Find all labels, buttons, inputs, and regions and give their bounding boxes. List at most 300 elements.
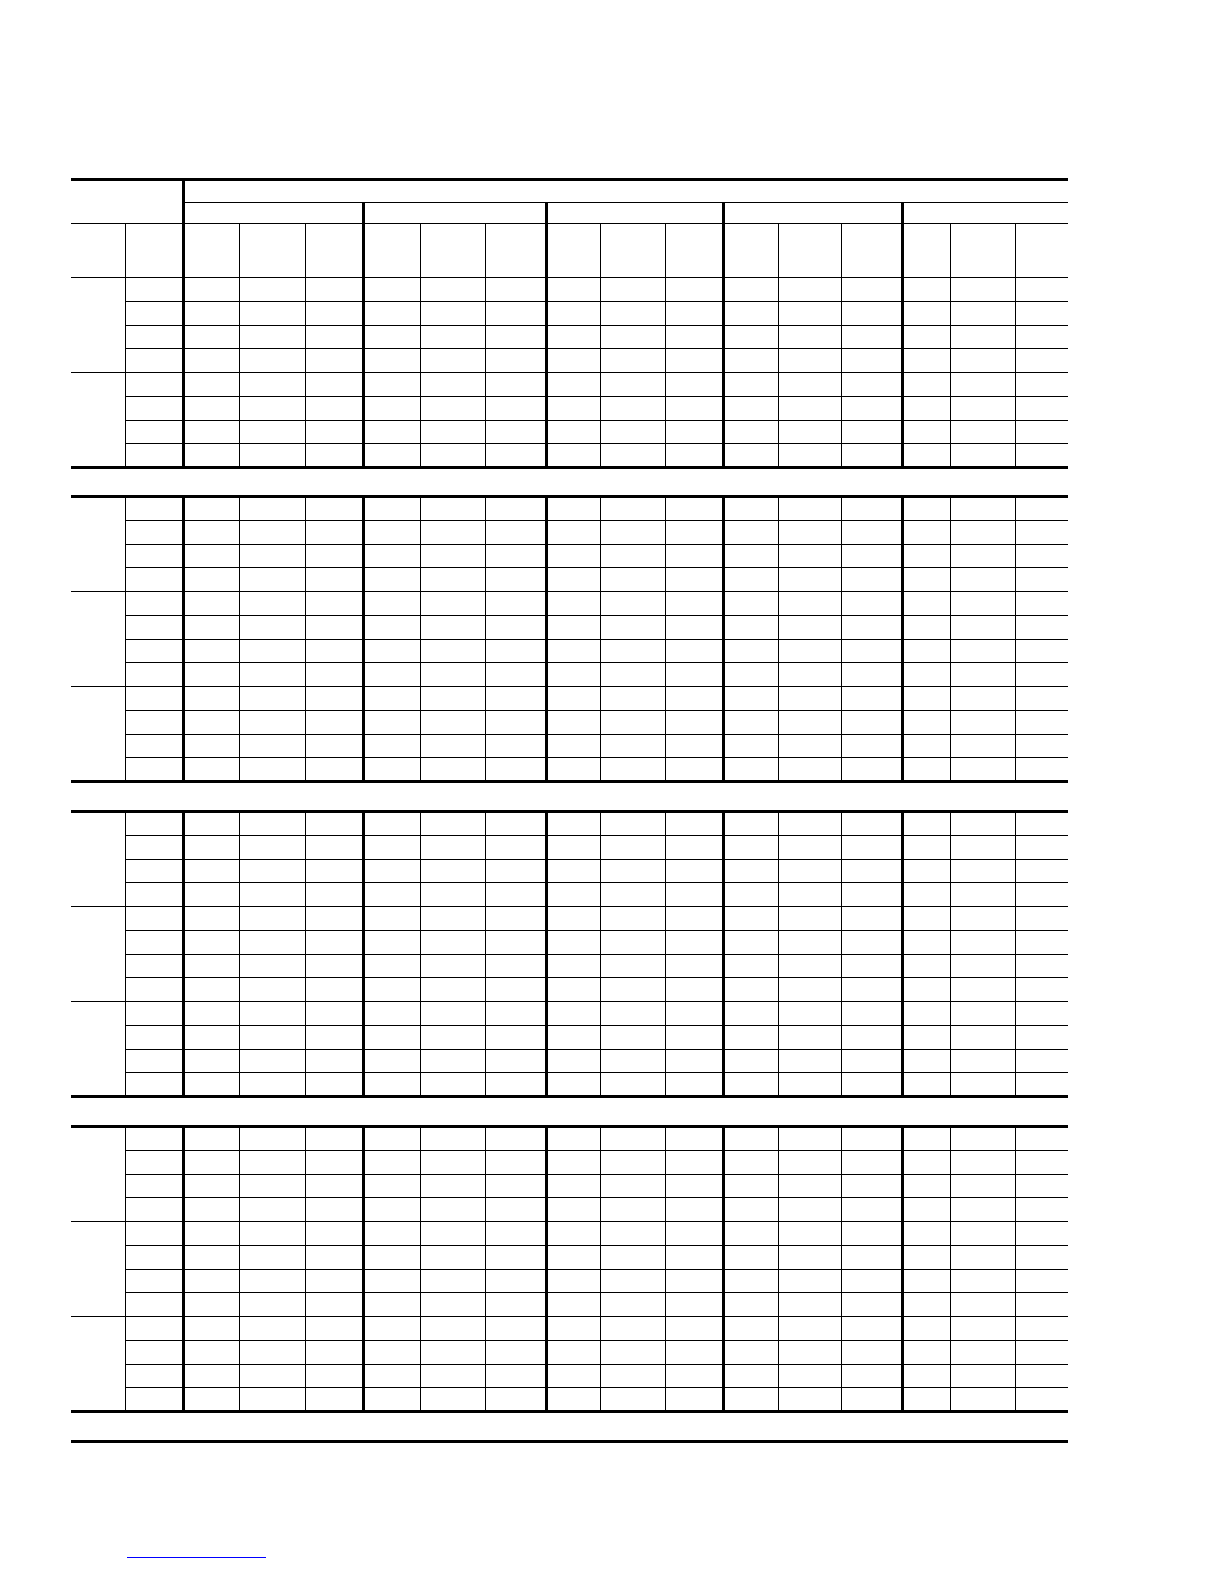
table-cell (902, 567, 950, 591)
table-cell (363, 757, 420, 781)
row-label-cell (125, 567, 183, 591)
table-cell (485, 277, 546, 301)
table-cell (778, 420, 841, 444)
table-cell (841, 520, 902, 544)
table-cell (363, 1269, 420, 1293)
table-cell (600, 930, 665, 954)
table-cell (239, 496, 305, 520)
table-cell (950, 1316, 1015, 1340)
table-cell (183, 1292, 239, 1316)
table-cell (665, 1292, 723, 1316)
table-cell (841, 277, 902, 301)
table-cell (723, 1292, 778, 1316)
table-cell (1015, 686, 1068, 710)
table-cell (420, 396, 485, 420)
table-cell (841, 639, 902, 663)
table-cell (420, 710, 485, 734)
table-cell (778, 1126, 841, 1150)
table-cell (902, 520, 950, 544)
table-cell (1015, 1364, 1068, 1388)
table-cell (950, 662, 1015, 686)
row-label-cell (125, 1072, 183, 1096)
table-cell (239, 520, 305, 544)
table-cell (363, 930, 420, 954)
column-header-cell (420, 223, 485, 277)
table-cell (723, 930, 778, 954)
table-cell (841, 1340, 902, 1364)
table-cell (239, 420, 305, 444)
table-cell (665, 1364, 723, 1388)
table-cell (546, 420, 600, 444)
table-cell (420, 1150, 485, 1174)
table-cell (778, 567, 841, 591)
table-cell (723, 1150, 778, 1174)
table-cell (420, 686, 485, 710)
row-label-cell (125, 1340, 183, 1364)
column-header-cell (546, 223, 600, 277)
thick-vertical-rule (545, 202, 548, 467)
horizontal-rule (71, 1316, 1068, 1317)
table-cell (546, 859, 600, 883)
table-cell (950, 954, 1015, 978)
table-cell (665, 1174, 723, 1198)
table-cell (546, 686, 600, 710)
table-cell (665, 1221, 723, 1245)
table-cell (600, 811, 665, 835)
table-cell (363, 977, 420, 1001)
table-cell (546, 1072, 600, 1096)
table-cell (420, 639, 485, 663)
row-group-label-cell (71, 1126, 125, 1221)
table-cell (305, 591, 363, 615)
table-cell (778, 544, 841, 568)
table-cell (723, 301, 778, 325)
table-cell (546, 1245, 600, 1269)
table-cell (950, 1126, 1015, 1150)
row-label-cell (125, 930, 183, 954)
table-cell (363, 1364, 420, 1388)
table-cell (600, 544, 665, 568)
table-cell (600, 1316, 665, 1340)
row-label-cell (125, 1197, 183, 1221)
table-cell (778, 1049, 841, 1073)
table-cell (600, 1387, 665, 1411)
table-cell (902, 615, 950, 639)
table-cell (600, 396, 665, 420)
horizontal-rule (125, 639, 1068, 640)
table-cell (600, 372, 665, 396)
table-cell (305, 1174, 363, 1198)
table-cell (723, 325, 778, 349)
table-cell (723, 1025, 778, 1049)
table-cell (1015, 710, 1068, 734)
table-cell (723, 1269, 778, 1293)
table-cell (239, 1174, 305, 1198)
row-label-cell (125, 1364, 183, 1388)
horizontal-rule (125, 520, 1068, 521)
row-label-cell (125, 443, 183, 467)
table-cell (420, 615, 485, 639)
table-cell (665, 325, 723, 349)
table-cell (665, 496, 723, 520)
row-label-cell (125, 496, 183, 520)
horizontal-rule (125, 567, 1068, 568)
table-cell (363, 734, 420, 758)
horizontal-rule (125, 835, 1068, 836)
table-cell (600, 420, 665, 444)
table-cell (902, 348, 950, 372)
table-cell (363, 835, 420, 859)
table-cell (841, 1001, 902, 1025)
table-cell (420, 1316, 485, 1340)
table-cell (363, 325, 420, 349)
table-cell (239, 615, 305, 639)
table-cell (902, 1126, 950, 1150)
horizontal-rule (125, 348, 1068, 349)
table-cell (600, 686, 665, 710)
table-cell (950, 396, 1015, 420)
table-cell (239, 811, 305, 835)
table-cell (723, 882, 778, 906)
table-cell (485, 496, 546, 520)
table-cell (1015, 1387, 1068, 1411)
table-cell (841, 1126, 902, 1150)
horizontal-rule (125, 615, 1068, 616)
table-cell (183, 348, 239, 372)
table-cell (778, 520, 841, 544)
table-cell (723, 1221, 778, 1245)
row-label-cell (125, 591, 183, 615)
table-cell (546, 1340, 600, 1364)
thick-horizontal-rule (71, 466, 1068, 469)
table-cell (239, 977, 305, 1001)
table-cell (665, 1316, 723, 1340)
table-cell (902, 1387, 950, 1411)
table-cell (546, 1364, 600, 1388)
table-cell (841, 906, 902, 930)
table-cell (363, 544, 420, 568)
table-cell (305, 1387, 363, 1411)
horizontal-rule (125, 301, 1068, 302)
table-cell (1015, 1292, 1068, 1316)
table-cell (723, 496, 778, 520)
table-cell (183, 882, 239, 906)
table-cell (841, 710, 902, 734)
table-cell (546, 544, 600, 568)
column-header-cell (902, 223, 950, 277)
table-cell (183, 1340, 239, 1364)
table-cell (778, 325, 841, 349)
table-cell (778, 1387, 841, 1411)
horizontal-rule (125, 1364, 1068, 1365)
table-cell (305, 1072, 363, 1096)
table-cell (723, 1049, 778, 1073)
table-cell (305, 662, 363, 686)
table-cell (546, 1150, 600, 1174)
table-cell (305, 520, 363, 544)
table-cell (600, 567, 665, 591)
table-cell (902, 1245, 950, 1269)
table-cell (600, 1126, 665, 1150)
table-cell (778, 639, 841, 663)
table-cell (239, 662, 305, 686)
table-cell (485, 811, 546, 835)
table-cell (485, 301, 546, 325)
table-cell (183, 686, 239, 710)
table-cell (723, 757, 778, 781)
table-cell (485, 1072, 546, 1096)
table-cell (950, 1049, 1015, 1073)
table-cell (305, 930, 363, 954)
table-cell (363, 420, 420, 444)
table-cell (665, 1001, 723, 1025)
table-cell (420, 734, 485, 758)
horizontal-rule (125, 1174, 1068, 1175)
table-cell (546, 567, 600, 591)
table-cell (1015, 906, 1068, 930)
horizontal-rule (125, 1340, 1068, 1341)
table-cell (1015, 1316, 1068, 1340)
table-cell (665, 615, 723, 639)
table-cell (665, 639, 723, 663)
row-group-label-cell (71, 496, 125, 591)
table-cell (305, 686, 363, 710)
table-cell (485, 1197, 546, 1221)
table-cell (950, 1072, 1015, 1096)
table-cell (600, 1269, 665, 1293)
table-cell (902, 835, 950, 859)
table-cell (841, 930, 902, 954)
table-cell (363, 443, 420, 467)
table-cell (950, 277, 1015, 301)
table-cell (723, 348, 778, 372)
table-cell (1015, 496, 1068, 520)
table-cell (600, 496, 665, 520)
table-cell (1015, 1025, 1068, 1049)
table-cell (239, 1001, 305, 1025)
horizontal-rule (71, 1001, 1068, 1002)
table-cell (420, 496, 485, 520)
table-cell (305, 1221, 363, 1245)
horizontal-rule (71, 223, 1068, 224)
table-cell (363, 1387, 420, 1411)
table-cell (841, 835, 902, 859)
table-cell (183, 396, 239, 420)
table-cell (1015, 882, 1068, 906)
table-cell (723, 544, 778, 568)
table-cell (363, 615, 420, 639)
table-cell (1015, 1049, 1068, 1073)
row-label-cell (125, 757, 183, 781)
table-cell (600, 615, 665, 639)
group-header-cell (183, 202, 363, 223)
table-cell (420, 954, 485, 978)
table-cell (841, 496, 902, 520)
table-cell (902, 811, 950, 835)
table-cell (600, 1292, 665, 1316)
table-cell (723, 662, 778, 686)
table-cell (1015, 1174, 1068, 1198)
table-cell (420, 1126, 485, 1150)
column-header-cell (723, 223, 778, 277)
table-cell (363, 496, 420, 520)
horizontal-rule (125, 443, 1068, 444)
table-cell (778, 662, 841, 686)
table-cell (305, 615, 363, 639)
table-cell (305, 420, 363, 444)
vertical-rule (665, 223, 666, 467)
table-cell (485, 639, 546, 663)
table-cell (665, 662, 723, 686)
row-label-cell (125, 301, 183, 325)
table-cell (485, 662, 546, 686)
table-cell (665, 906, 723, 930)
horizontal-rule (125, 930, 1068, 931)
table-cell (183, 520, 239, 544)
table-cell (1015, 420, 1068, 444)
table-cell (902, 1025, 950, 1049)
table-cell (665, 301, 723, 325)
table-cell (841, 301, 902, 325)
horizontal-rule (125, 1150, 1068, 1151)
spanning-header-cell (183, 179, 1068, 202)
thick-horizontal-rule (71, 1095, 1068, 1098)
table-cell (665, 1072, 723, 1096)
table-cell (546, 1001, 600, 1025)
table-cell (305, 443, 363, 467)
table-cell (841, 420, 902, 444)
table-cell (778, 906, 841, 930)
table-cell (183, 639, 239, 663)
table-cell (600, 859, 665, 883)
table-cell (778, 734, 841, 758)
table-cell (305, 277, 363, 301)
table-cell (305, 544, 363, 568)
table-cell (546, 734, 600, 758)
column-header-cell (125, 223, 183, 277)
table-cell (1015, 591, 1068, 615)
table-cell (420, 1269, 485, 1293)
table-cell (841, 544, 902, 568)
table-cell (950, 906, 1015, 930)
table-cell (363, 1025, 420, 1049)
table-cell (723, 1340, 778, 1364)
table-cell (305, 906, 363, 930)
table-cell (1015, 757, 1068, 781)
row-label-cell (125, 1150, 183, 1174)
thick-horizontal-rule (71, 178, 1068, 181)
table-cell (665, 1387, 723, 1411)
table-cell (1015, 1150, 1068, 1174)
row-label-cell (125, 906, 183, 930)
table-cell (183, 811, 239, 835)
vertical-rule (125, 223, 126, 467)
table-cell (723, 277, 778, 301)
table-cell (239, 591, 305, 615)
table-cell (902, 757, 950, 781)
table-cell (723, 811, 778, 835)
table-cell (1015, 639, 1068, 663)
table-cell (546, 1316, 600, 1340)
table-cell (723, 954, 778, 978)
horizontal-rule (125, 1049, 1068, 1050)
table-cell (239, 757, 305, 781)
table-cell (305, 1025, 363, 1049)
row-group-label-cell (71, 906, 125, 1001)
vertical-rule (305, 223, 306, 467)
table-cell (239, 882, 305, 906)
table-cell (723, 1126, 778, 1150)
horizontal-rule (125, 1025, 1068, 1026)
table-cell (778, 1221, 841, 1245)
table-cell (183, 835, 239, 859)
table-cell (485, 686, 546, 710)
group-header-cell (546, 202, 723, 223)
table-cell (363, 1197, 420, 1221)
table-cell (485, 372, 546, 396)
table-cell (902, 544, 950, 568)
horizontal-rule (125, 1269, 1068, 1270)
table-cell (239, 372, 305, 396)
table-cell (841, 1245, 902, 1269)
table-cell (665, 835, 723, 859)
table-cell (183, 1316, 239, 1340)
table-cell (546, 496, 600, 520)
horizontal-rule (125, 544, 1068, 545)
table-cell (239, 639, 305, 663)
horizontal-rule (125, 1072, 1068, 1073)
table-cell (305, 1197, 363, 1221)
table-cell (665, 372, 723, 396)
table-cell (950, 859, 1015, 883)
thick-horizontal-rule (71, 1125, 1068, 1128)
table-cell (183, 1126, 239, 1150)
table-cell (1015, 954, 1068, 978)
table-cell (841, 1072, 902, 1096)
table-cell (665, 520, 723, 544)
table-cell (778, 615, 841, 639)
table-cell (1015, 1001, 1068, 1025)
table-cell (600, 882, 665, 906)
column-header-cell (363, 223, 420, 277)
table-cell (183, 954, 239, 978)
table-cell (183, 420, 239, 444)
table-cell (239, 859, 305, 883)
row-label-cell (125, 1174, 183, 1198)
table-cell (723, 1197, 778, 1221)
table-cell (902, 1292, 950, 1316)
table-cell (600, 443, 665, 467)
table-cell (665, 1126, 723, 1150)
table-cell (420, 1340, 485, 1364)
row-group-label-cell (71, 1316, 125, 1411)
table-cell (305, 757, 363, 781)
table-cell (363, 1126, 420, 1150)
table-cell (420, 420, 485, 444)
table-cell (902, 639, 950, 663)
table-cell (723, 1072, 778, 1096)
column-header-cell (950, 223, 1015, 277)
table-cell (778, 277, 841, 301)
table-cell (950, 1245, 1015, 1269)
table-cell (239, 1316, 305, 1340)
table-cell (600, 1025, 665, 1049)
vertical-rule (600, 223, 601, 467)
table-cell (485, 859, 546, 883)
table-cell (305, 811, 363, 835)
table-cell (239, 277, 305, 301)
table-cell (723, 615, 778, 639)
